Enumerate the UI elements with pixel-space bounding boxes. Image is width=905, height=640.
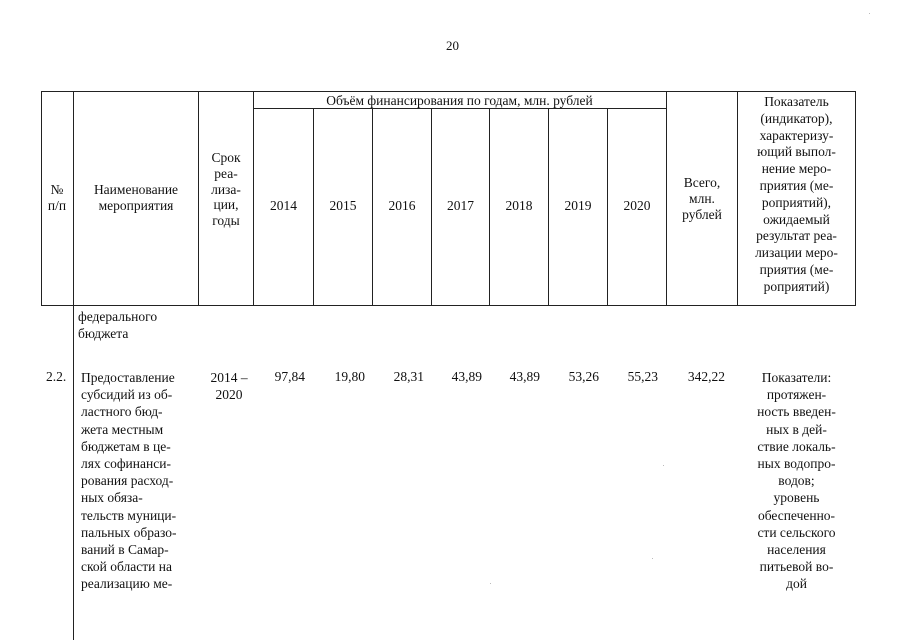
header-year: 2019 [564, 198, 592, 213]
row-indicator-line: Показатели: [761, 370, 832, 385]
header-term-line: лиза- [211, 181, 241, 197]
header-total-line: млн. [689, 190, 715, 206]
header-bottom-border [41, 305, 856, 306]
header-indicator-line: ющий выпол- [757, 144, 836, 160]
header-number [41, 182, 73, 214]
continued-row-text [78, 308, 157, 342]
header-number-line: № [50, 182, 64, 197]
header-name-line: Наименование [93, 182, 179, 197]
row-term [201, 369, 257, 403]
header-total-line: Всего, [683, 175, 721, 190]
row-name-line: ластного бюд- [81, 404, 163, 420]
header-indicator-line: характеризу- [759, 127, 834, 143]
row-name-line: реализацию ме- [81, 576, 173, 592]
header-year: 2016 [388, 198, 416, 213]
header-indicator-line: (индикатор), [760, 110, 833, 126]
scan-speck [490, 583, 491, 584]
row-indicator-line: ных водопро- [757, 456, 836, 472]
header-indicator-line: результат реа- [756, 228, 837, 244]
header-indicator-line: ожидаемый [763, 211, 830, 227]
header-name-line: мероприятия [98, 197, 174, 213]
row-indicator [738, 369, 855, 593]
header-term [199, 150, 253, 229]
header-year: 2020 [623, 198, 651, 213]
scan-speck [652, 558, 653, 559]
table-top-border [41, 91, 856, 92]
row-name-line: пальных образо- [81, 524, 177, 540]
row-name-line: ных обяза- [81, 490, 143, 506]
header-term-line: реа- [214, 165, 238, 181]
row-indicator-line: питьевой во- [759, 559, 834, 575]
row-value-2014: 97,84 [274, 369, 305, 384]
scan-speck [663, 465, 664, 466]
header-term-line: годы [212, 213, 240, 229]
header-indicator-line: роприятий) [763, 278, 830, 294]
header-year: 2015 [329, 198, 357, 213]
funding-group-title: Объём финансирования по годам, млн. рублей [326, 93, 593, 108]
scan-speck [869, 13, 870, 14]
header-indicator-line: Показатель [764, 94, 829, 109]
row-term-line: 2014 – [210, 370, 248, 385]
col-border [855, 91, 856, 306]
row-indicator-line: ность введен- [757, 404, 836, 420]
header-indicator-line: приятия (ме- [759, 261, 834, 277]
row-total: 342,22 [687, 369, 725, 384]
row-value-2015: 19,80 [334, 369, 365, 384]
row-indicator-line: обеспеченно- [757, 507, 836, 523]
row-indicator-line: ствие локаль- [757, 438, 836, 454]
header-term-line: ции, [213, 197, 239, 213]
header-term-line: Срок [211, 150, 241, 165]
row-name-line: лях софинанси- [81, 456, 171, 472]
page-number: 20 [446, 38, 459, 53]
row-indicator-line: уровень [773, 490, 820, 506]
header-indicator-line: роприятий), [761, 194, 832, 210]
row-value-2018: 43,89 [509, 369, 540, 384]
row-indicator-line: протяжен- [766, 387, 827, 403]
row-indicator-line: сти сельского [757, 524, 836, 540]
row-name [81, 369, 177, 593]
row-number: 2.2. [46, 369, 67, 384]
header-name [74, 182, 198, 214]
row-name-line: жета местным [81, 421, 164, 437]
header-year: 2017 [447, 198, 474, 213]
row-value-2019: 53,26 [568, 369, 599, 384]
row-name-line: Предоставление [81, 370, 175, 385]
header-indicator-line: лизации меро- [755, 245, 838, 261]
row-indicator-line: дой [786, 576, 807, 592]
row-indicator-line: ных в дей- [766, 421, 827, 437]
row-value-2016: 28,31 [393, 369, 424, 384]
continued-line: федерального [78, 309, 158, 324]
row-value-2020: 55,23 [627, 369, 658, 384]
header-total [667, 175, 737, 222]
header-indicator-line: нение меро- [761, 161, 832, 177]
row-indicator-line: водов; [778, 473, 815, 489]
col-border [73, 91, 74, 640]
row-name-line: ской области на [81, 559, 172, 575]
row-name-line: бюджетам в це- [81, 438, 171, 454]
row-term-line: 2020 [215, 387, 243, 402]
header-number-line: п/п [47, 197, 67, 213]
row-value-2017: 43,89 [451, 369, 482, 384]
row-name-line: ваний в Самар- [81, 542, 169, 558]
continued-line: бюджета [78, 326, 129, 341]
header-year: 2018 [505, 198, 533, 213]
header-indicator [738, 94, 855, 296]
header-total-line: рублей [682, 206, 722, 222]
row-name-line: тельств муници- [81, 507, 177, 523]
header-indicator-line: приятия (ме- [759, 177, 834, 193]
row-name-line: субсидий из об- [81, 387, 173, 403]
row-name-line: рования расход- [81, 473, 174, 489]
header-year: 2014 [270, 198, 297, 213]
row-indicator-line: населения [767, 542, 826, 558]
